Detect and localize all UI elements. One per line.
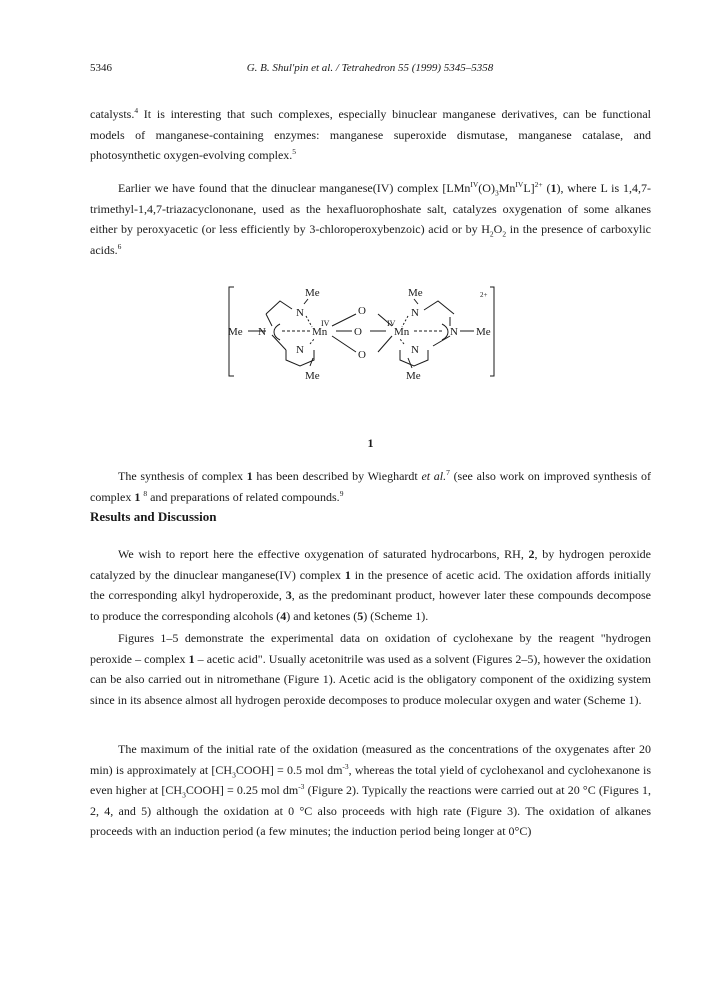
methyl-bottom-left: Me: [305, 370, 320, 382]
running-title: G. B. Shul'pin et al. / Tetrahedron 55 (1999) 5345–5358: [246, 62, 494, 74]
paragraph-1: catalysts.$^4$ It is interesting that such complexes, especially binuclear manganese derivatives, can be functional models of manganese-containing enzymes: manganese superoxide dismutase, manganese catalase, and photosynthetic oxygen-evolving complex.$^5$: [90, 106, 651, 163]
compound-label: 1: [367, 436, 374, 450]
paragraph-2: Earlier we have found that the dinuclear manganese(IV) complex $[LMn^{IV}(O)_3Mn^{IV}L]^{2+}$ (1), where L is 1,4,7-trimethyl-1,4,7-triazacyclononane, used as the hexafluorophoshate salt, catalyzes oxygenation of some alkanes either by peroxyacetic (or less efficiently by 3-chloroperoxybenzoic) acid or by $H_2O_2$ in the presence of carboxylic acids.$^6$: [90, 180, 652, 257]
mn-left: Mn: [312, 326, 328, 338]
ox-state-left: IV: [321, 319, 330, 328]
methyl-left: Me: [228, 326, 243, 338]
paragraph-4: We wish to report here the effective oxygenation of saturated hydrocarbons, RH, 2, by hydrogen peroxide catalyzed by the dinuclear manganese(IV) complex 1 in the presence of acetic acid. The oxidation affords initially the corresponding alkyl hydroperoxide, 3, as the predominant product, however later these compounds decompose to produce the corresponding alcohols (4) and ketones (5) (Scheme 1).: [90, 547, 652, 623]
paragraph-3: The synthesis of complex 1 has been described by Wieghardt et al.$^7$ (see also work on improved synthesis of complex 1 $^8$ and preparations of related compounds.$^9$: [90, 468, 651, 504]
n-bottom-right: N: [411, 344, 419, 356]
n-top-right: N: [411, 307, 419, 319]
bridge-o-bottom: O: [358, 349, 366, 361]
bridge-o-top: O: [358, 305, 366, 317]
complex-charge: 2+: [480, 291, 488, 299]
methyl-bottom-right: Me: [406, 370, 421, 382]
paragraph-5: Figures 1–5 demonstrate the experimental data on oxidation of cyclohexane by the reagent "hydrogen peroxide – complex 1 – acetic acid". Usually acetonitrile was used as a solvent (Figures 2–5), however the oxidation can be also carried out in nitromethane (Figure 1). Acetic acid is the obligatory component of the oxidizing system since in its absence almost all hydrogen peroxide decomposes to produce molecular oxygen and water (Scheme 1).: [90, 631, 651, 707]
methyl-right: Me: [476, 326, 491, 338]
n-top-left: N: [296, 307, 304, 319]
page-number: 5346: [90, 62, 112, 74]
n-left: N: [258, 326, 266, 338]
n-bottom-left: N: [296, 344, 304, 356]
paragraph-6: The maximum of the initial rate of the oxidation (measured as the concentrations of the oxygenates after 20 min) is approximately at $[CH_3COOH] = 0.5$ mol $dm^{-3}$, whereas the total yield of cyclohexanol and cyclohexanone is even higher at $[CH_3COOH] = 0.25$ mol $dm^{-3}$ (Figure 2). Typically the reactions were carried out at 20 °C (Figures 1, 2, 4, and 5) although the oxidation at 0 °C also proceeds with high rate (Figure 3). The oxidation of alkanes proceeds with an induction period (a few minutes; the induction period being longer at 0°C): [90, 742, 651, 839]
n-right: N: [450, 326, 458, 338]
section-title: Results and Discussion: [90, 509, 217, 524]
bridge-o-middle: O: [354, 326, 362, 338]
ox-state-right: IV: [387, 319, 396, 328]
mn-right: Mn: [394, 326, 410, 338]
methyl-top-right: Me: [408, 287, 423, 299]
complex-structure-diagram: [228, 284, 500, 402]
page-header: [90, 62, 650, 78]
methyl-top-left: Me: [305, 287, 320, 299]
